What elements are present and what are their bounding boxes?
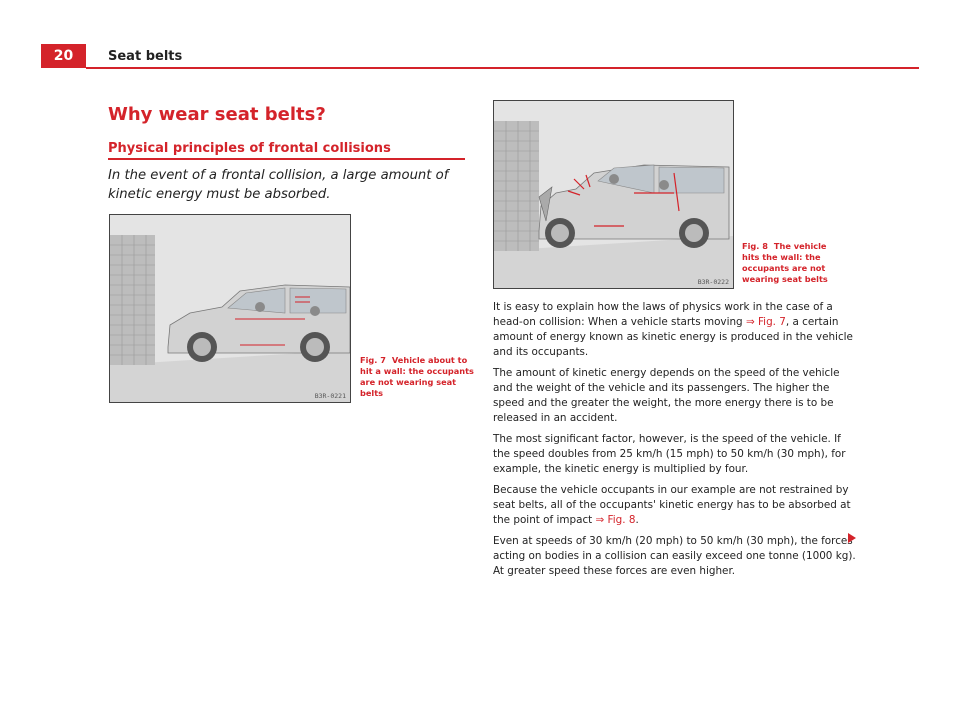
figure-7-illustration bbox=[109, 214, 351, 403]
subsection-rule bbox=[108, 158, 465, 160]
paragraph-3: The most significant factor, however, is the speed of the vehicle. If the speed doubles from 25 km/h (15 mph) to 50 km/h (30 mph), for example, the kinetic energy is multiplied by four. bbox=[493, 433, 846, 475]
fig-8-link[interactable]: ⇒ Fig. 8 bbox=[595, 514, 636, 526]
figure-8-code: B3R-0222 bbox=[697, 278, 729, 286]
paragraph-1-text: It is easy to explain how the laws of physics work in the case of a head-on collision: When a vehicle starts moving bbox=[493, 301, 833, 328]
paragraph-1 bbox=[493, 300, 858, 360]
figure-7-code: B3R-0221 bbox=[314, 392, 346, 400]
car-before-impact-drawing bbox=[110, 215, 350, 402]
header-rule bbox=[86, 67, 919, 69]
paragraph-1-end: , a certain amount of energy known as kinetic energy is produced in the vehicle and its occupants. bbox=[493, 316, 853, 358]
paragraph-4-text: Because the vehicle occupants in our example are not restrained by seat belts, all of the occupants' kinetic energy has to be absorbed at the point of impact bbox=[493, 484, 851, 526]
paragraph-2: The amount of kinetic energy depends on the speed of the vehicle and the weight of the vehicle and its passengers. The higher the speed and the greater the weight, the more energy there is to be released in an accident. bbox=[493, 367, 840, 424]
paragraph-5: Even at speeds of 30 km/h (20 mph) to 50 km/h (30 mph), the forces acting on bodies in a collision can easily exceed one tonne (1000 kg). At greater speed these forces are even higher. bbox=[493, 535, 856, 577]
figure-7-number: Fig. 7 bbox=[360, 355, 386, 365]
continue-arrow-icon bbox=[848, 533, 856, 543]
page-number: 20 bbox=[41, 44, 86, 68]
fig-7-link[interactable]: ⇒ Fig. 7 bbox=[745, 316, 786, 328]
figure-8-number: Fig. 8 bbox=[742, 241, 768, 251]
figure-8-caption-text: The vehicle hits the wall: the occupants are not wearing seat belts bbox=[742, 241, 828, 284]
paragraph-4 bbox=[493, 483, 858, 528]
body-text bbox=[493, 300, 858, 585]
figure-7-caption-text: Vehicle about to hit a wall: the occupants are not wearing seat belts bbox=[360, 355, 474, 398]
brick-wall-icon bbox=[110, 235, 155, 365]
section-title: Why wear seat belts? bbox=[108, 104, 326, 125]
brick-wall-icon bbox=[494, 121, 539, 251]
header-title: Seat belts bbox=[108, 49, 183, 64]
intro-text: In the event of a frontal collision, a large amount of kinetic energy must be absorbed. bbox=[108, 168, 449, 202]
subsection-title: Physical principles of frontal collisions bbox=[108, 141, 391, 156]
figure-8-illustration bbox=[493, 100, 734, 289]
figure-7-caption bbox=[343, 355, 480, 399]
paragraph-4-end: . bbox=[635, 514, 639, 526]
car-impact-drawing bbox=[494, 101, 733, 288]
figure-8-caption bbox=[742, 241, 842, 285]
